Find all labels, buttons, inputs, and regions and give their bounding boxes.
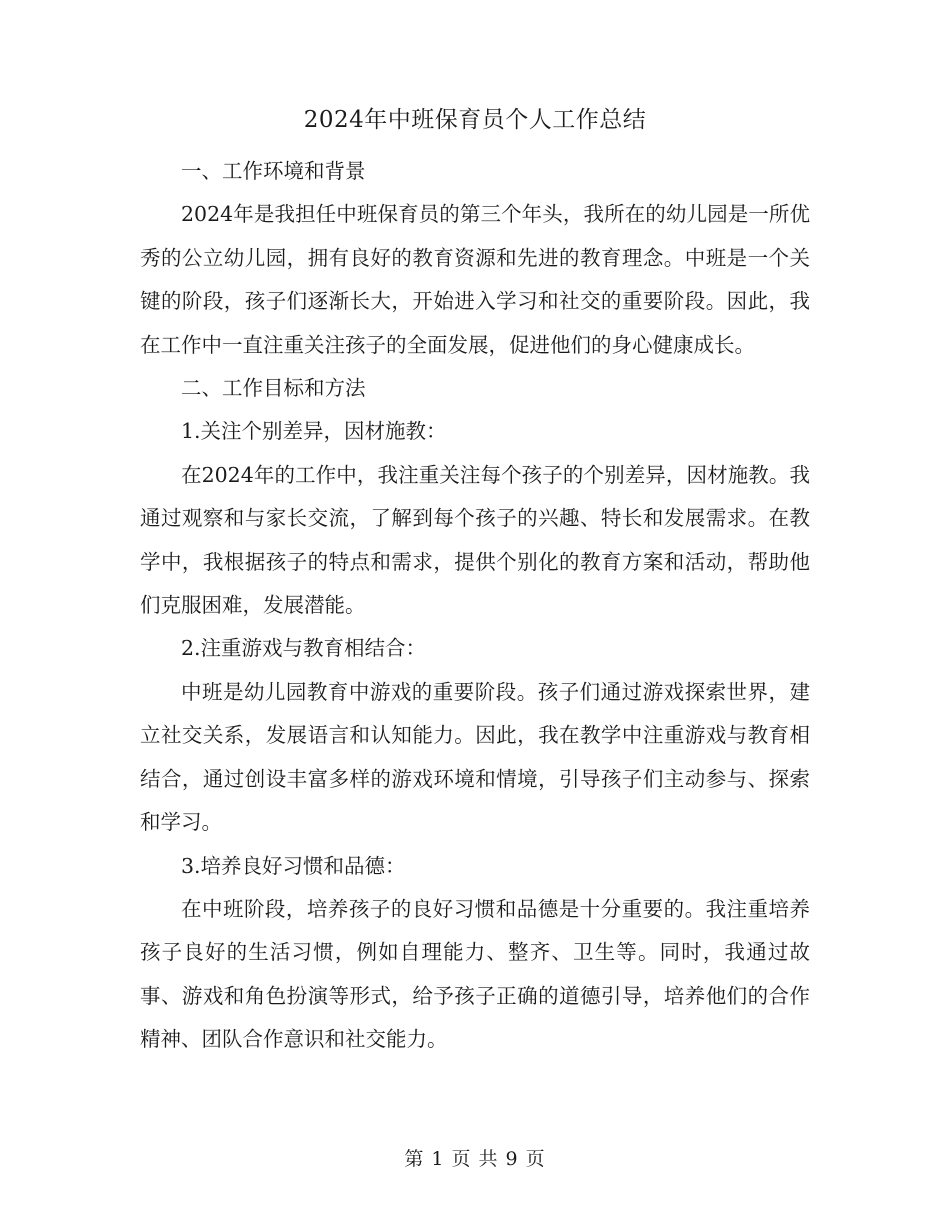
subheading-2: 2.注重游戏与教育相结合： [181, 636, 427, 661]
document-body [140, 150, 810, 1062]
subheading-3: 3.培养良好习惯和品德： [181, 853, 406, 878]
paragraph-background: 2024年是我担任中班保育员的第三个年头，我所在的幼儿园是一所优秀的公立幼儿园，拥有良好的教育资源和先进的教育理念。中班是一个关键的阶段，孩子们逐渐长大，开始进入学习和社交的重要阶段。因此，我在工作中一直注重关注孩子的全面发展，促进他们的身心健康成长。 [140, 202, 810, 357]
section-heading-1: 一、工作环境和背景 [181, 159, 366, 183]
section-heading-2: 二、工作目标和方法 [181, 376, 366, 401]
paragraph-individual-differences: 在2024年的工作中，我注重关注每个孩子的个别差异，因材施教。我通过观察和与家长交流，了解到每个孩子的兴趣、特长和发展需求。在教学中，我根据孩子的特点和需求，提供个别化的教育方案和活动，帮助他们克服困难，发展潜能。 [140, 462, 810, 618]
paragraph-games-education: 中班是幼儿园教育中游戏的重要阶段。孩子们通过游戏探索世界，建立社交关系，发展语言和认知能力。因此，我在教学中注重游戏与教育相结合，通过创设丰富多样的游戏环境和情境，引导孩子们主动参与、探索和学习。 [140, 679, 810, 835]
page-number-footer: 第 1 页 共 9 页 [404, 1148, 546, 1170]
subheading-1: 1.关注个别差异，因材施教： [181, 419, 447, 444]
document-title: 2024年中班保育员个人工作总结 [303, 107, 647, 133]
paragraph-habits-morals: 在中班阶段，培养孩子的良好习惯和品德是十分重要的。我注重培养孩子良好的生活习惯，例如自理能力、整齐、卫生等。同时，我通过故事、游戏和角色扮演等形式，给予孩子正确的道德引导，培养他们的合作精神、团队合作意识和社交能力。 [140, 896, 810, 1052]
